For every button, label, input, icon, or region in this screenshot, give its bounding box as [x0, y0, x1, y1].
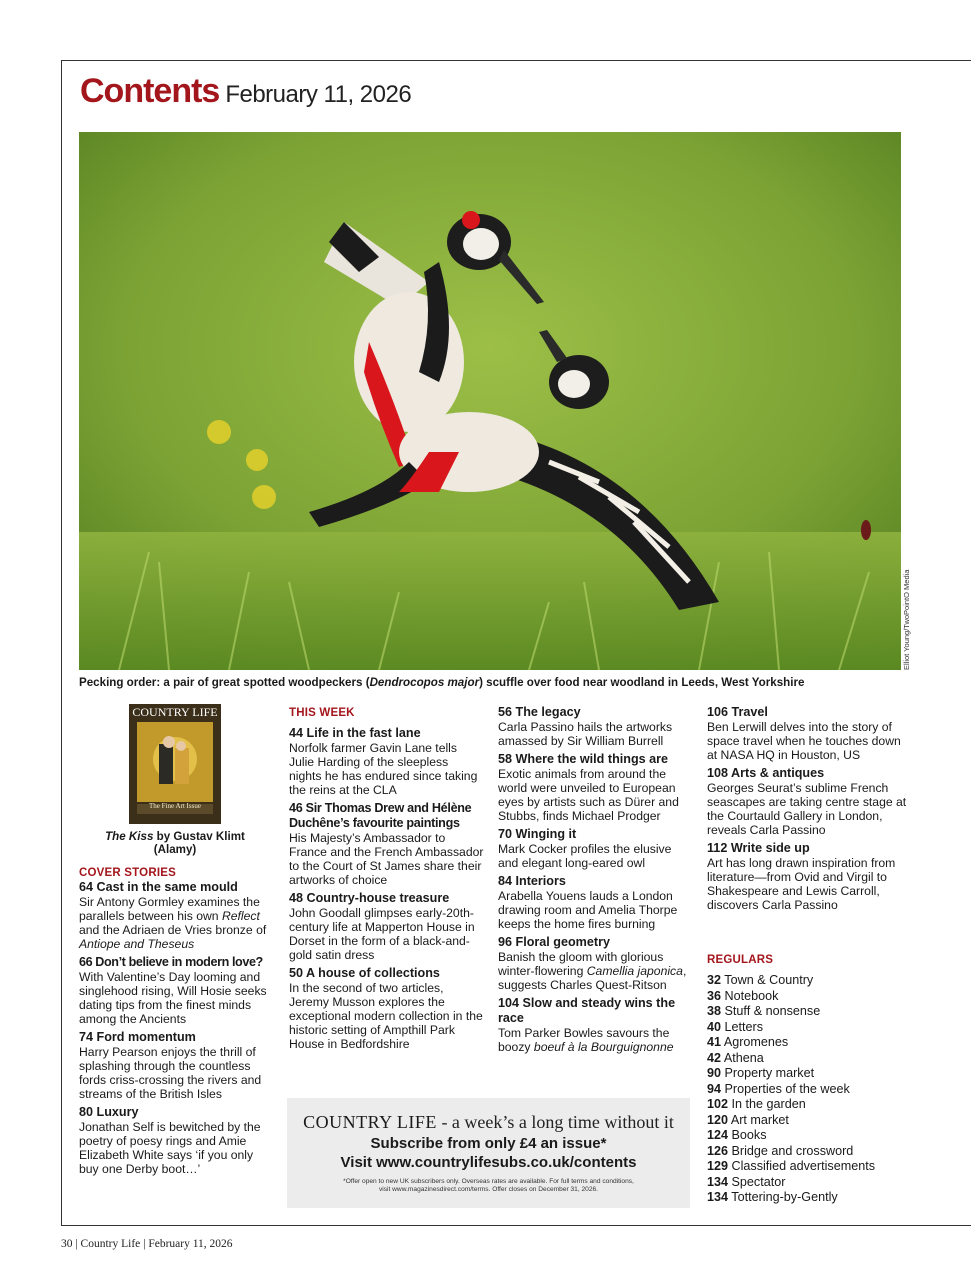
regular-item[interactable]: 36 Notebook: [707, 988, 779, 1003]
regular-item[interactable]: 134 Spectator: [707, 1174, 786, 1189]
woodpecker-photo: [79, 132, 901, 670]
list-item[interactable]: 48 Country-house treasure John Goodall glimpses early-20th-century life at Mapperton House in Dorset in the form of a black-and-gold satin dress: [289, 891, 475, 962]
list-item[interactable]: 64 Cast in the same mould Sir Antony Gormley examines the parallels between his own Reflect and the Adriaen de Vries bronze of Antiope and Theseus: [79, 880, 267, 951]
list-item[interactable]: 50 A house of collections In the second of two articles, Jeremy Musson explores the exceptional modern collection in the historic setting of Ampthill Park House in Bedfordshire: [289, 966, 483, 1051]
cover-caption: The Kiss by Gustav Klimt (Alamy): [105, 830, 245, 856]
regular-item[interactable]: 42 Athena: [707, 1050, 764, 1065]
this-week-label: THIS WEEK: [289, 707, 355, 719]
regular-item[interactable]: 38 Stuff & nonsense: [707, 1004, 821, 1018]
list-item[interactable]: 96 Floral geometry Banish the gloom with glorious winter-flowering Camellia japonica, suggests Charles Quest-Ritson: [498, 935, 687, 992]
list-item[interactable]: 70 Winging it Mark Cocker profiles the elusive and elegant long-eared owl: [498, 827, 672, 870]
list-item[interactable]: 66 Don’t believe in modern love? With Valentine’s Day looming and singlehood rising, Will Hosie seeks dating tips from the finest minds among the Ancients: [79, 955, 267, 1026]
regular-item[interactable]: 134 Tottering-by-Gently: [707, 1190, 838, 1204]
cover-stories-column: [79, 866, 274, 1180]
cover-masthead: COUNTRY LIFE: [132, 705, 218, 719]
regular-item[interactable]: 124 Books: [707, 1128, 767, 1142]
list-item[interactable]: 56 The legacy Carla Passino hails the artworks amassed by Sir William Burrell: [498, 705, 673, 748]
subscribe-offer: Subscribe from only £4 an issue*: [370, 1135, 607, 1152]
subscribe-terms: *Offer open to new UK subscribers only. Overseas rates are available. For full terms and conditions, visit www.magazinesdirect.com/terms. Offer closes on December 31, 2026.: [343, 1178, 634, 1193]
regular-item[interactable]: 120 Art market: [707, 1112, 789, 1127]
list-item[interactable]: 46 Sir Thomas Drew and Hélène Duchêne’s favourite paintings His Majesty’s Ambassador to France and the French Ambassador to the Court of St James share their artworks of choice: [289, 801, 484, 887]
more-features-column: [707, 705, 907, 916]
list-item[interactable]: 74 Ford momentum Harry Pearson enjoys the thrill of splashing through the countless fords criss-crossing the rivers and streams of the British Isles: [79, 1030, 262, 1101]
regular-item[interactable]: 40 Letters: [707, 1019, 764, 1034]
photo-caption: Pecking order: a pair of great spotted woodpeckers (Dendrocopos major) scuffle over food near woodland in Leeds, West Yorkshire: [79, 676, 805, 689]
list-item[interactable]: 58 Where the wild things are Exotic animals from around the world were unveiled to European eyes by artists such as Dürer and Stubbs, finds Michael Prodger: [498, 752, 679, 823]
regular-item[interactable]: 32 Town & Country: [707, 973, 814, 987]
regular-item[interactable]: 90 Property market: [707, 1066, 815, 1080]
regular-item[interactable]: 126 Bridge and crossword: [707, 1143, 854, 1158]
contents-heading: Contents: [80, 72, 220, 110]
features-column: [498, 705, 693, 1058]
cover-stories-label: COVER STORIES: [79, 867, 176, 879]
list-item[interactable]: 84 Interiors Arabella Youens lauds a London drawing room and Amelia Thorpe keeps the home fires burning: [498, 874, 678, 931]
woodpecker-illustration: [79, 132, 901, 670]
subscribe-tagline: COUNTRY LIFE - a week’s a long time without it: [303, 1112, 674, 1132]
subscribe-link[interactable]: Visit www.countrylifesubs.co.uk/contents: [340, 1154, 637, 1171]
regular-item[interactable]: 41 Agromenes: [707, 1035, 789, 1049]
regular-item[interactable]: 129 Classified advertisements: [707, 1159, 876, 1173]
list-item[interactable]: 80 Luxury Jonathan Self is bewitched by the poetry of poesy rings and Amie Elizabeth White says ‘if you only buy one Derby boot…’: [79, 1105, 261, 1176]
issue-date: February 11, 2026: [225, 81, 412, 108]
subscribe-box[interactable]: [287, 1098, 690, 1208]
regulars-label: REGULARS: [707, 954, 774, 966]
regular-item[interactable]: 94 Properties of the week: [707, 1081, 850, 1096]
list-item[interactable]: 112 Write side up Art has long drawn inspiration from literature—from Ovid and Virgil to Shakespeare and Lewis Carroll, discovers Carla Passino: [707, 841, 896, 912]
page-title: [80, 72, 411, 111]
cover-banner: The Fine Art Issue: [149, 802, 201, 810]
regular-item[interactable]: 102 In the garden: [707, 1097, 806, 1111]
regulars-column: [707, 953, 927, 1206]
magazine-cover[interactable]: [129, 704, 221, 824]
list-item[interactable]: 108 Arts & antiques Georges Seurat’s sublime French seascapes are taking centre stage at the Courtauld Gallery in London, reveals Carla Passino: [707, 766, 907, 837]
page-footer: 30 | Country Life | February 11, 2026: [61, 1238, 233, 1250]
this-week-column: [289, 706, 484, 1055]
list-item[interactable]: 106 Travel Ben Lerwill delves into the story of space travel when he touches down at NASA HQ in Houston, US: [707, 705, 901, 762]
list-item[interactable]: 104 Slow and steady wins the race Tom Parker Bowles savours the boozy boeuf à la Bourguignonne: [498, 996, 676, 1054]
list-item[interactable]: 44 Life in the fast lane Norfolk farmer Gavin Lane tells Julie Harding of the sleepless nights he has endured since taking the reins at the CLA: [289, 726, 478, 797]
